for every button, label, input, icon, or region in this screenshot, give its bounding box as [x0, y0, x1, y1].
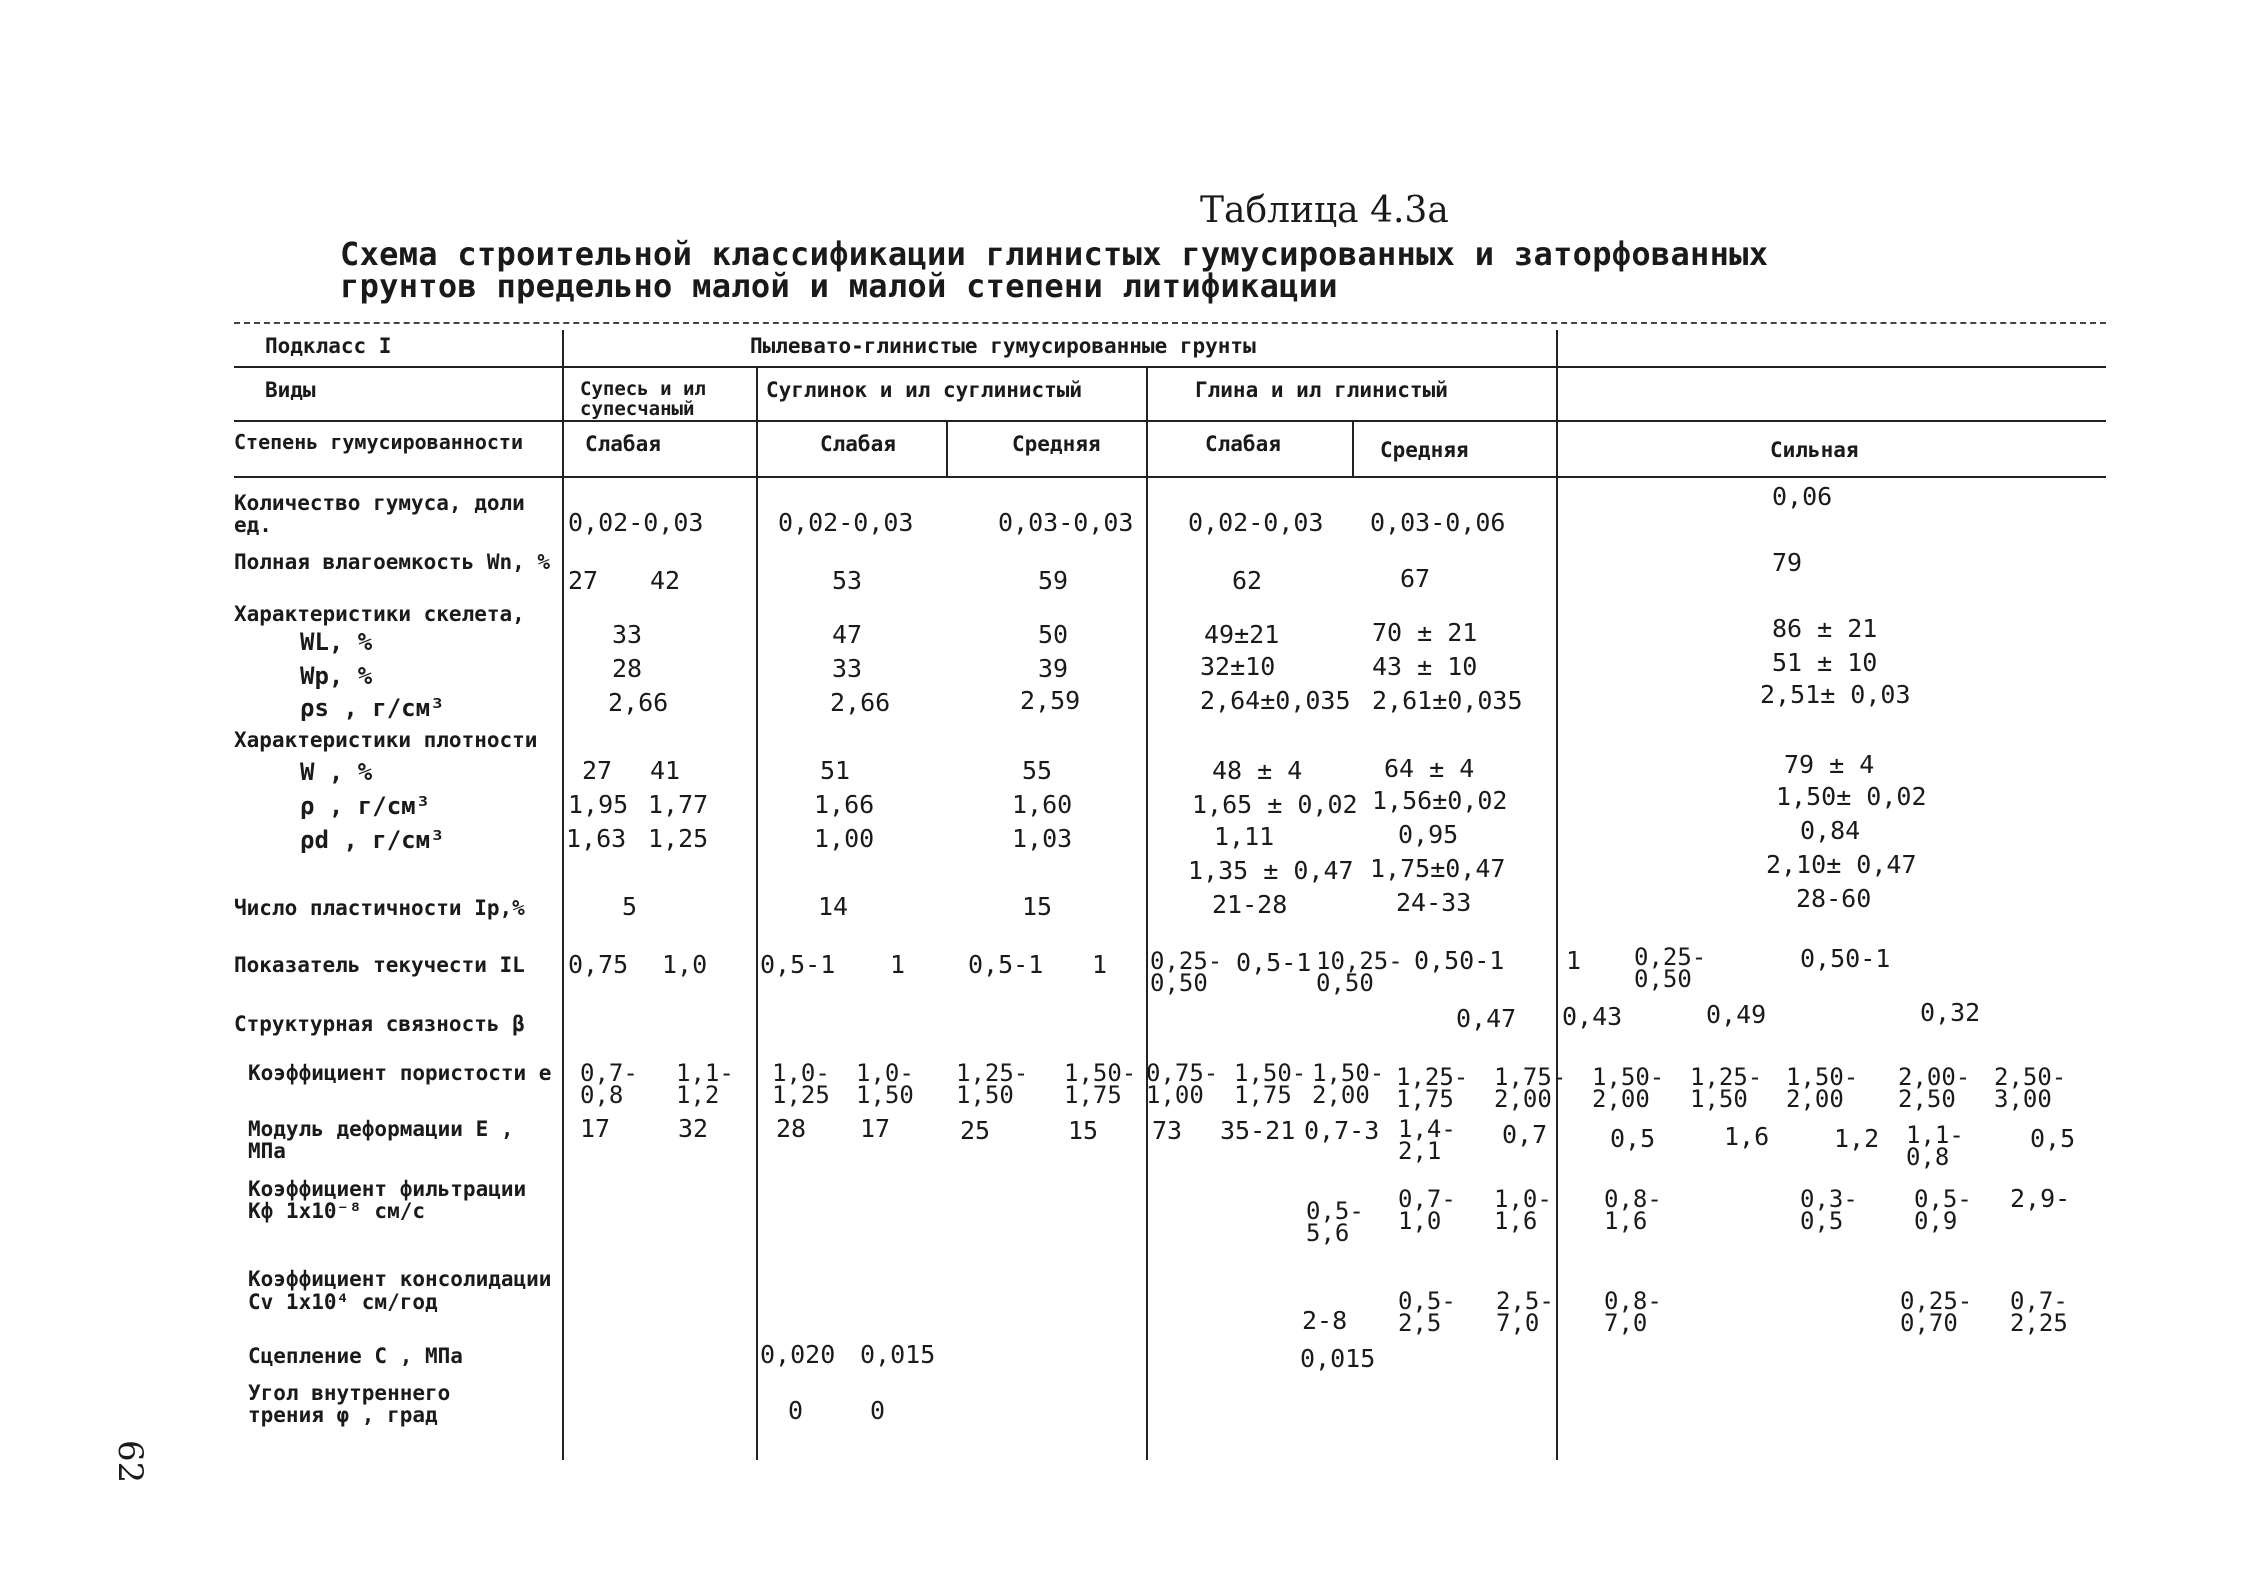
e-15: 2,00-2,50	[1898, 1063, 1971, 1114]
il-supes-2: 1,0	[662, 950, 708, 979]
rho-glina-weak: 1,65 ± 0,02	[1192, 790, 1358, 819]
wl-glina-mid: 70 ± 21	[1372, 618, 1478, 647]
header-type-suglinok: Суглинок и ил суглинистый	[766, 378, 1083, 402]
E-16: 0,5	[2030, 1124, 2076, 1153]
e-4: 1,0-1,50	[856, 1059, 914, 1110]
rhos-glina-mid: 2,61±0,035	[1372, 686, 1523, 715]
e-16: 2,50-3,00	[1994, 1063, 2067, 1114]
rhod-glina-weak: 1,11	[1214, 822, 1275, 851]
E-15: 1,1-0,8	[1906, 1121, 1964, 1172]
kf-5: 0,3-0,5	[1800, 1185, 1858, 1236]
rho-sugl-mid: 1,60	[1012, 790, 1073, 819]
header-degree-label: Степень гумусированности	[234, 430, 523, 454]
header-deg-glina-weak: Слабая	[1205, 432, 1281, 456]
rule-subclass	[234, 366, 2106, 368]
row-label-w: W , %	[300, 758, 373, 786]
wp-sugl-mid: 39	[1038, 654, 1069, 683]
row-label-beta: Структурная связность β	[234, 1012, 525, 1036]
il-strong-1: 1	[1566, 946, 1582, 975]
cv-2: 0,5-2,5	[1398, 1287, 1456, 1338]
il-sugl-weak-1: 0,5-1	[760, 950, 836, 979]
row-label-il: Показатель текучести IL	[234, 953, 525, 977]
rhod-glina-mid: 0,95	[1398, 820, 1459, 849]
wl-glina-weak: 49±21	[1204, 620, 1280, 649]
rhod-supes-1: 1,63	[566, 824, 627, 853]
wp-glina-weak: 32±10	[1200, 652, 1276, 681]
header-subclass-label: Подкласс I	[265, 334, 392, 358]
e-13: 1,25-1,50	[1690, 1063, 1763, 1114]
cv-5: 0,25-0,70	[1900, 1287, 1973, 1338]
rho-sugl-weak: 1,66	[814, 790, 875, 819]
header-deg-strong: Сильная	[1770, 438, 1859, 462]
row-label-e: Коэффициент пористости e	[248, 1061, 552, 1085]
wp-glina-mid: 43 ± 10	[1372, 652, 1478, 681]
row-label-kf: Коэффициент фильтрации Kф 1х10⁻⁸ см/с	[248, 1177, 527, 1224]
beta-strong-1: 0,43	[1562, 1002, 1623, 1031]
wn-sugl-mid: 59	[1038, 566, 1069, 595]
kf-1: 0,5-5,6	[1306, 1197, 1364, 1248]
rhos-strong: 2,51± 0,03	[1760, 680, 1911, 709]
il-sugl-weak-2: 1	[890, 950, 906, 979]
rhod-sugl-mid: 1,03	[1012, 824, 1073, 853]
phi-2: 0	[870, 1396, 886, 1425]
E-13: 1,6	[1724, 1122, 1770, 1151]
rhos-sugl-weak: 2,66	[830, 688, 891, 717]
wn-glina-mid: 67	[1400, 564, 1431, 593]
il-glina-mid-2: 0,50-1	[1414, 946, 1505, 975]
rho-strong: 1,50± 0,02	[1776, 782, 1927, 811]
ip-glina-weak: 21-28	[1212, 890, 1288, 919]
col-rule-2	[756, 366, 758, 1460]
kf-3: 1,0-1,6	[1494, 1185, 1552, 1236]
row-label-wp: Wp, %	[300, 662, 373, 690]
phi-1: 0	[788, 1396, 804, 1425]
cv-3: 2,5-7,0	[1496, 1287, 1554, 1338]
header-deg-sugl-mid: Средняя	[1012, 432, 1101, 456]
header-deg-supes-weak: Слабая	[585, 432, 661, 456]
row-label-cv: Коэффициент консолидации Cv 1х10⁴ см/год	[248, 1267, 552, 1315]
rho-glina-mid: 1,56±0,02	[1372, 786, 1508, 815]
E-5: 25	[960, 1116, 991, 1145]
wn-sugl-weak: 53	[832, 566, 863, 595]
page-number: 62	[110, 1440, 150, 1484]
row-label-skeleton: Характеристики скелета,	[234, 602, 525, 626]
wn-supes-1: 27	[568, 566, 599, 595]
wl-strong: 86 ± 21	[1772, 614, 1878, 643]
rule-types	[234, 420, 2106, 422]
header-deg-glina-mid: Средняя	[1380, 438, 1469, 462]
row-label-c: Сцепление C , МПа	[248, 1344, 463, 1368]
E-12: 0,5	[1610, 1124, 1656, 1153]
header-deg-sugl-weak: Слабая	[820, 432, 896, 456]
wn-supes-2: 42	[650, 566, 681, 595]
w-glina-weak: 48 ± 4	[1212, 756, 1303, 785]
e-9: 1,50-2,00	[1312, 1059, 1385, 1110]
w-strong: 79 ± 4	[1784, 750, 1875, 779]
rhod2-glina-mid: 1,75±0,47	[1370, 854, 1506, 883]
w-sugl-mid: 55	[1022, 756, 1053, 785]
table-label: Таблица 4.3а	[1200, 190, 1449, 231]
e-1: 0,7-0,8	[580, 1059, 638, 1110]
kf-7: 2,9-	[2010, 1184, 2071, 1213]
cv-4: 0,8-7,0	[1604, 1287, 1662, 1338]
ip-strong: 28-60	[1796, 884, 1872, 913]
beta-strong-2: 0,49	[1706, 1000, 1767, 1029]
row-label-wn: Полная влагоемкость Wn, %	[234, 550, 551, 574]
il-strong-3: 0,50-1	[1800, 944, 1891, 973]
e-14: 1,50-2,00	[1786, 1063, 1859, 1114]
il-sugl-mid-2: 1	[1092, 950, 1108, 979]
E-7: 73	[1152, 1116, 1183, 1145]
rhos-glina-weak: 2,64±0,035	[1200, 686, 1351, 715]
row-label-phi: Угол внутреннего трения φ , град	[248, 1381, 451, 1428]
row-label-ip: Число пластичности Ip,%	[234, 896, 525, 920]
rhod-sugl-weak: 1,00	[814, 824, 875, 853]
row-label-rhod: ρd , г/см³	[300, 826, 445, 854]
e-8: 1,50-1,75	[1234, 1059, 1307, 1110]
il-glina-mid-1: 10,25-0,50	[1316, 947, 1403, 998]
header-types-label: Виды	[265, 378, 316, 402]
e-11: 1,75-2,00	[1494, 1063, 1567, 1114]
e-3: 1,0-1,25	[772, 1059, 830, 1110]
row-label-rho: ρ , г/см³	[300, 792, 431, 820]
table-title-line2: грунтов предельно малой и малой степени литификации	[340, 267, 1338, 305]
rho-supes-2: 1,77	[648, 790, 709, 819]
E-9: 0,7-3	[1304, 1116, 1380, 1145]
E-4: 17	[860, 1114, 891, 1143]
kf-6: 0,5-0,9	[1914, 1185, 1972, 1236]
rho-supes-1: 1,95	[568, 790, 629, 819]
wn-strong: 79	[1772, 548, 1803, 577]
humus-supes: 0,02-0,03	[568, 508, 704, 537]
rhos-supes: 2,66	[608, 688, 669, 717]
rhod2-glina-weak: 1,35 ± 0,47	[1188, 856, 1354, 885]
cv-1: 2-8	[1302, 1306, 1348, 1335]
il-glina-weak-1: 0,25-0,50	[1150, 947, 1223, 998]
e-7: 0,75-1,00	[1146, 1059, 1219, 1110]
rhod-supes-2: 1,25	[648, 824, 709, 853]
row-label-E: Модуль деформации E , МПа	[248, 1117, 514, 1164]
kf-4: 0,8-1,6	[1604, 1185, 1662, 1236]
wl-sugl-weak: 47	[832, 620, 863, 649]
humus-sugl-weak: 0,02-0,03	[778, 508, 914, 537]
w-supes-2: 41	[650, 756, 681, 785]
wp-sugl-weak: 33	[832, 654, 863, 683]
e-10: 1,25-1,75	[1396, 1063, 1469, 1114]
w-glina-mid: 64 ± 4	[1384, 754, 1475, 783]
cv-6: 0,7-2,25	[2010, 1287, 2068, 1338]
il-supes-1: 0,75	[568, 950, 629, 979]
E-11: 0,7	[1502, 1120, 1548, 1149]
c-3: 0,015	[1300, 1344, 1376, 1373]
beta-strong-3: 0,32	[1920, 998, 1981, 1027]
wp-strong: 51 ± 10	[1772, 648, 1878, 677]
il-strong-2: 0,25-0,50	[1634, 943, 1707, 994]
e-2: 1,1-1,2	[676, 1059, 734, 1110]
header-subclass-value: Пылевато-глинистые гумусированные грунты	[750, 334, 1256, 358]
il-sugl-mid-1: 0,5-1	[968, 950, 1044, 979]
row-label-rhos: ρs , г/см³	[300, 694, 445, 722]
E-3: 28	[776, 1114, 807, 1143]
kf-2: 0,7-1,0	[1398, 1185, 1456, 1236]
e-6: 1,50-1,75	[1064, 1059, 1137, 1110]
rhod-strong: 0,84	[1800, 816, 1861, 845]
c-2: 0,015	[860, 1340, 936, 1369]
row-label-wl: WL, %	[300, 628, 373, 656]
wp-supes: 28	[612, 654, 643, 683]
humus-glina-weak: 0,02-0,03	[1188, 508, 1324, 537]
wl-supes: 33	[612, 620, 643, 649]
humus-strong: 0,06	[1772, 482, 1833, 511]
table-title-line1: Схема строительной классификации глинистых гумусированных и заторфованных	[340, 235, 1769, 273]
wl-sugl-mid: 50	[1038, 620, 1069, 649]
c-1: 0,020	[760, 1340, 836, 1369]
w-sugl-weak: 51	[820, 756, 851, 785]
w-supes-1: 27	[582, 756, 613, 785]
row-label-humus: Количество гумуса, доли ед.	[234, 491, 525, 538]
ip-supes: 5	[622, 892, 638, 921]
E-10: 1,4-2,1	[1398, 1115, 1456, 1166]
E-6: 15	[1068, 1116, 1099, 1145]
e-5: 1,25-1,50	[956, 1059, 1029, 1110]
header-type-supes: Супесь и ил супесчаный	[580, 378, 706, 420]
col-rule-3	[946, 420, 948, 476]
E-2: 32	[678, 1114, 709, 1143]
col-rule-5	[1352, 420, 1354, 476]
row-label-density: Характеристики плотности	[234, 728, 538, 752]
E-14: 1,2	[1834, 1124, 1880, 1153]
col-rule-1	[562, 330, 564, 1460]
humus-sugl-mid: 0,03-0,03	[998, 508, 1134, 537]
rhos-sugl-mid: 2,59	[1020, 686, 1081, 715]
table-top-rule	[234, 322, 2106, 324]
humus-glina-mid: 0,03-0,06	[1370, 508, 1506, 537]
rhod2-strong: 2,10± 0,47	[1766, 850, 1917, 879]
header-type-glina: Глина и ил глинистый	[1195, 378, 1448, 402]
wn-glina-weak: 62	[1232, 566, 1263, 595]
E-8: 35-21	[1220, 1116, 1296, 1145]
il-glina-weak-2: 0,5-1	[1236, 948, 1312, 977]
col-rule-4	[1146, 366, 1148, 1460]
e-12: 1,50-2,00	[1592, 1063, 1665, 1114]
beta-glina-mid: 0,47	[1456, 1004, 1517, 1033]
rule-degree	[234, 476, 2106, 478]
ip-sugl-mid: 15	[1022, 892, 1053, 921]
E-1: 17	[580, 1114, 611, 1143]
col-rule-6	[1556, 330, 1558, 1460]
ip-sugl-weak: 14	[818, 892, 849, 921]
ip-glina-mid: 24-33	[1396, 888, 1472, 917]
